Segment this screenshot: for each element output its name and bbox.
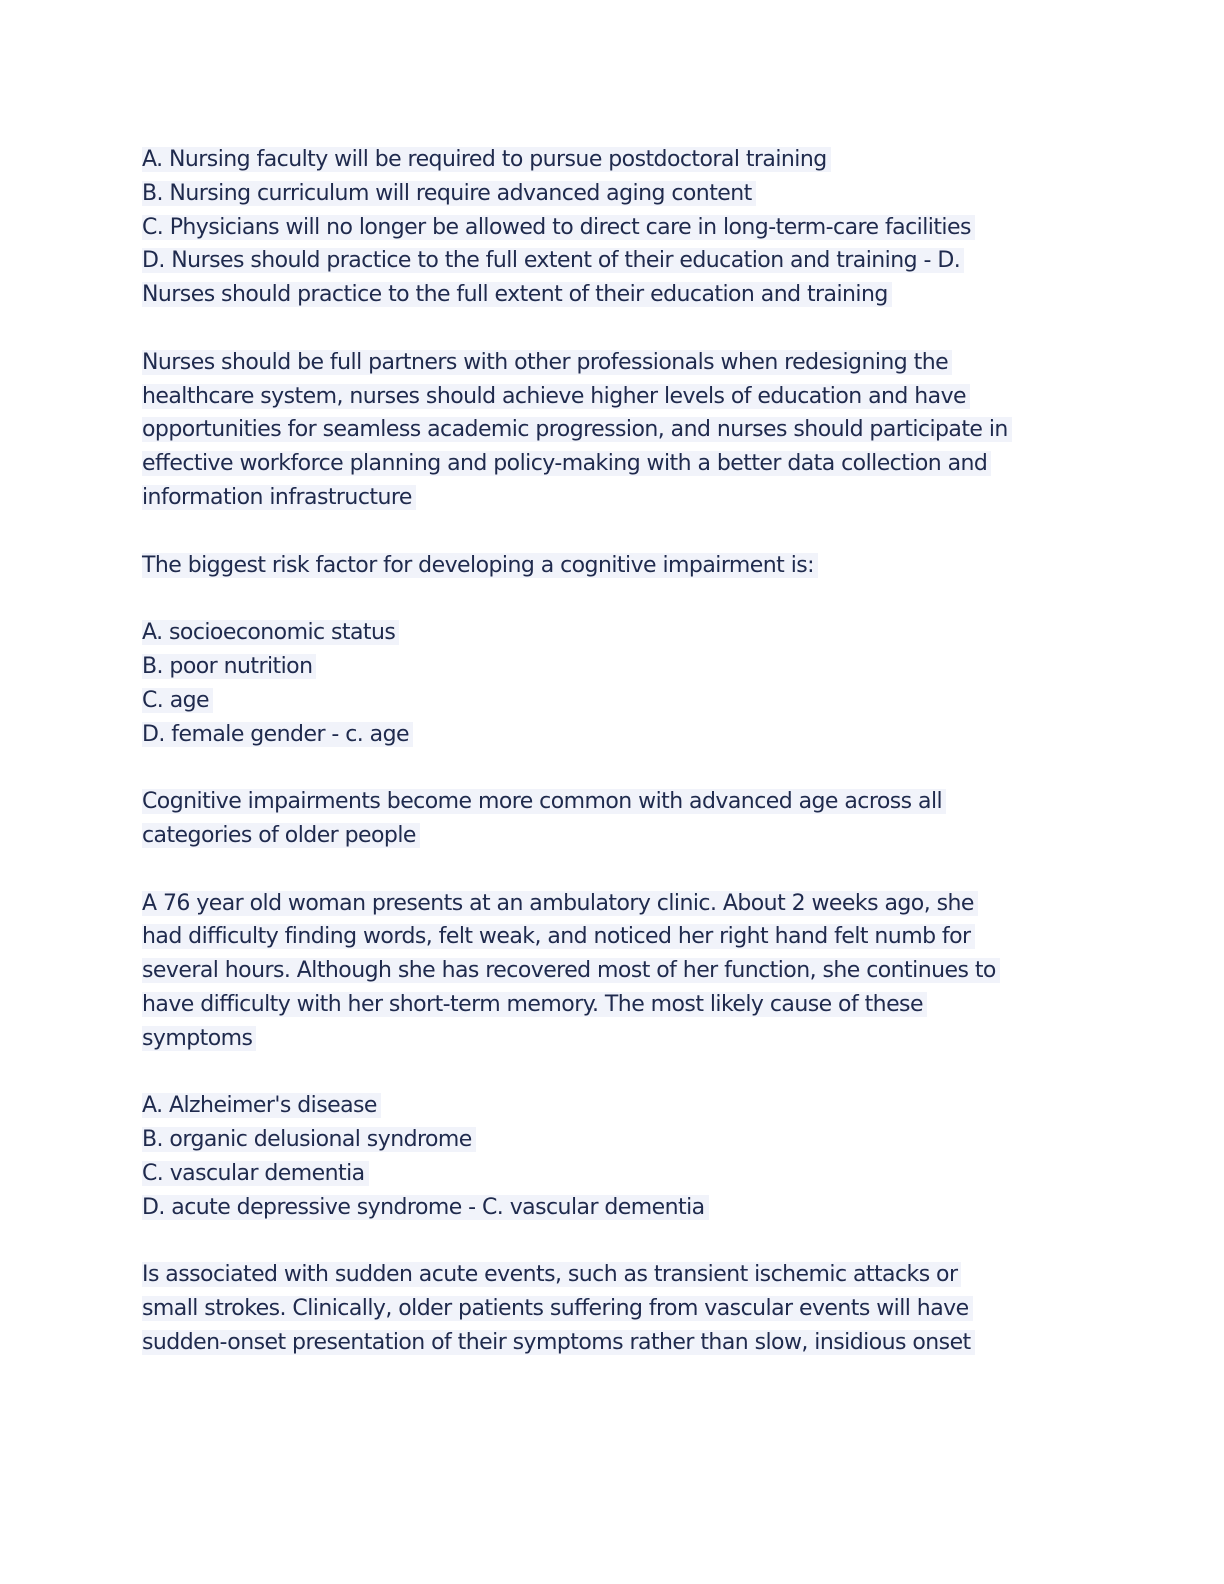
paragraph-1 <box>142 143 1082 312</box>
paragraph-5 <box>142 785 1082 853</box>
text-line: symptoms <box>142 1022 1082 1056</box>
text-line: sudden-onset presentation of their symptoms rather than slow, insidious onset <box>142 1326 1082 1360</box>
text-line: A. socioeconomic status <box>142 616 1082 650</box>
document-body <box>142 143 1082 1360</box>
text-line: opportunities for seamless academic progression, and nurses should participate in <box>142 413 1082 447</box>
text-line: healthcare system, nurses should achieve higher levels of education and have <box>142 380 1082 414</box>
text-line: B. poor nutrition <box>142 650 1082 684</box>
text-line: C. age <box>142 684 1082 718</box>
text-line: information infrastructure <box>142 481 1082 515</box>
paragraph-3 <box>142 549 1082 583</box>
text-line: have difficulty with her short-term memory. The most likely cause of these <box>142 988 1082 1022</box>
text-line: several hours. Although she has recovered most of her function, she continues to <box>142 954 1082 988</box>
text-line: A. Nursing faculty will be required to pursue postdoctoral training <box>142 143 1082 177</box>
text-line: categories of older people <box>142 819 1082 853</box>
text-line: B. organic delusional syndrome <box>142 1123 1082 1157</box>
paragraph-4 <box>142 616 1082 751</box>
paragraph-8 <box>142 1258 1082 1359</box>
text-line: small strokes. Clinically, older patients suffering from vascular events will have <box>142 1292 1082 1326</box>
text-line: Nurses should practice to the full extent of their education and training <box>142 278 1082 312</box>
paragraph-6 <box>142 887 1082 1056</box>
paragraph-7 <box>142 1089 1082 1224</box>
text-line: C. vascular dementia <box>142 1157 1082 1191</box>
text-line: C. Physicians will no longer be allowed to direct care in long-term-care facilities <box>142 211 1082 245</box>
text-line: Cognitive impairments become more common with advanced age across all <box>142 785 1082 819</box>
text-line: D. Nurses should practice to the full extent of their education and training - D. <box>142 244 1082 278</box>
text-line: B. Nursing curriculum will require advanced aging content <box>142 177 1082 211</box>
paragraph-2 <box>142 346 1082 515</box>
text-line: A. Alzheimer's disease <box>142 1089 1082 1123</box>
text-line: D. female gender - c. age <box>142 718 1082 752</box>
text-line: effective workforce planning and policy-making with a better data collection and <box>142 447 1082 481</box>
text-line: Nurses should be full partners with other professionals when redesigning the <box>142 346 1082 380</box>
text-line: A 76 year old woman presents at an ambulatory clinic. About 2 weeks ago, she <box>142 887 1082 921</box>
text-line: The biggest risk factor for developing a cognitive impairment is: <box>142 549 1082 583</box>
text-line: Is associated with sudden acute events, such as transient ischemic attacks or <box>142 1258 1082 1292</box>
text-line: D. acute depressive syndrome - C. vascular dementia <box>142 1191 1082 1225</box>
text-line: had difficulty finding words, felt weak, and noticed her right hand felt numb for <box>142 920 1082 954</box>
